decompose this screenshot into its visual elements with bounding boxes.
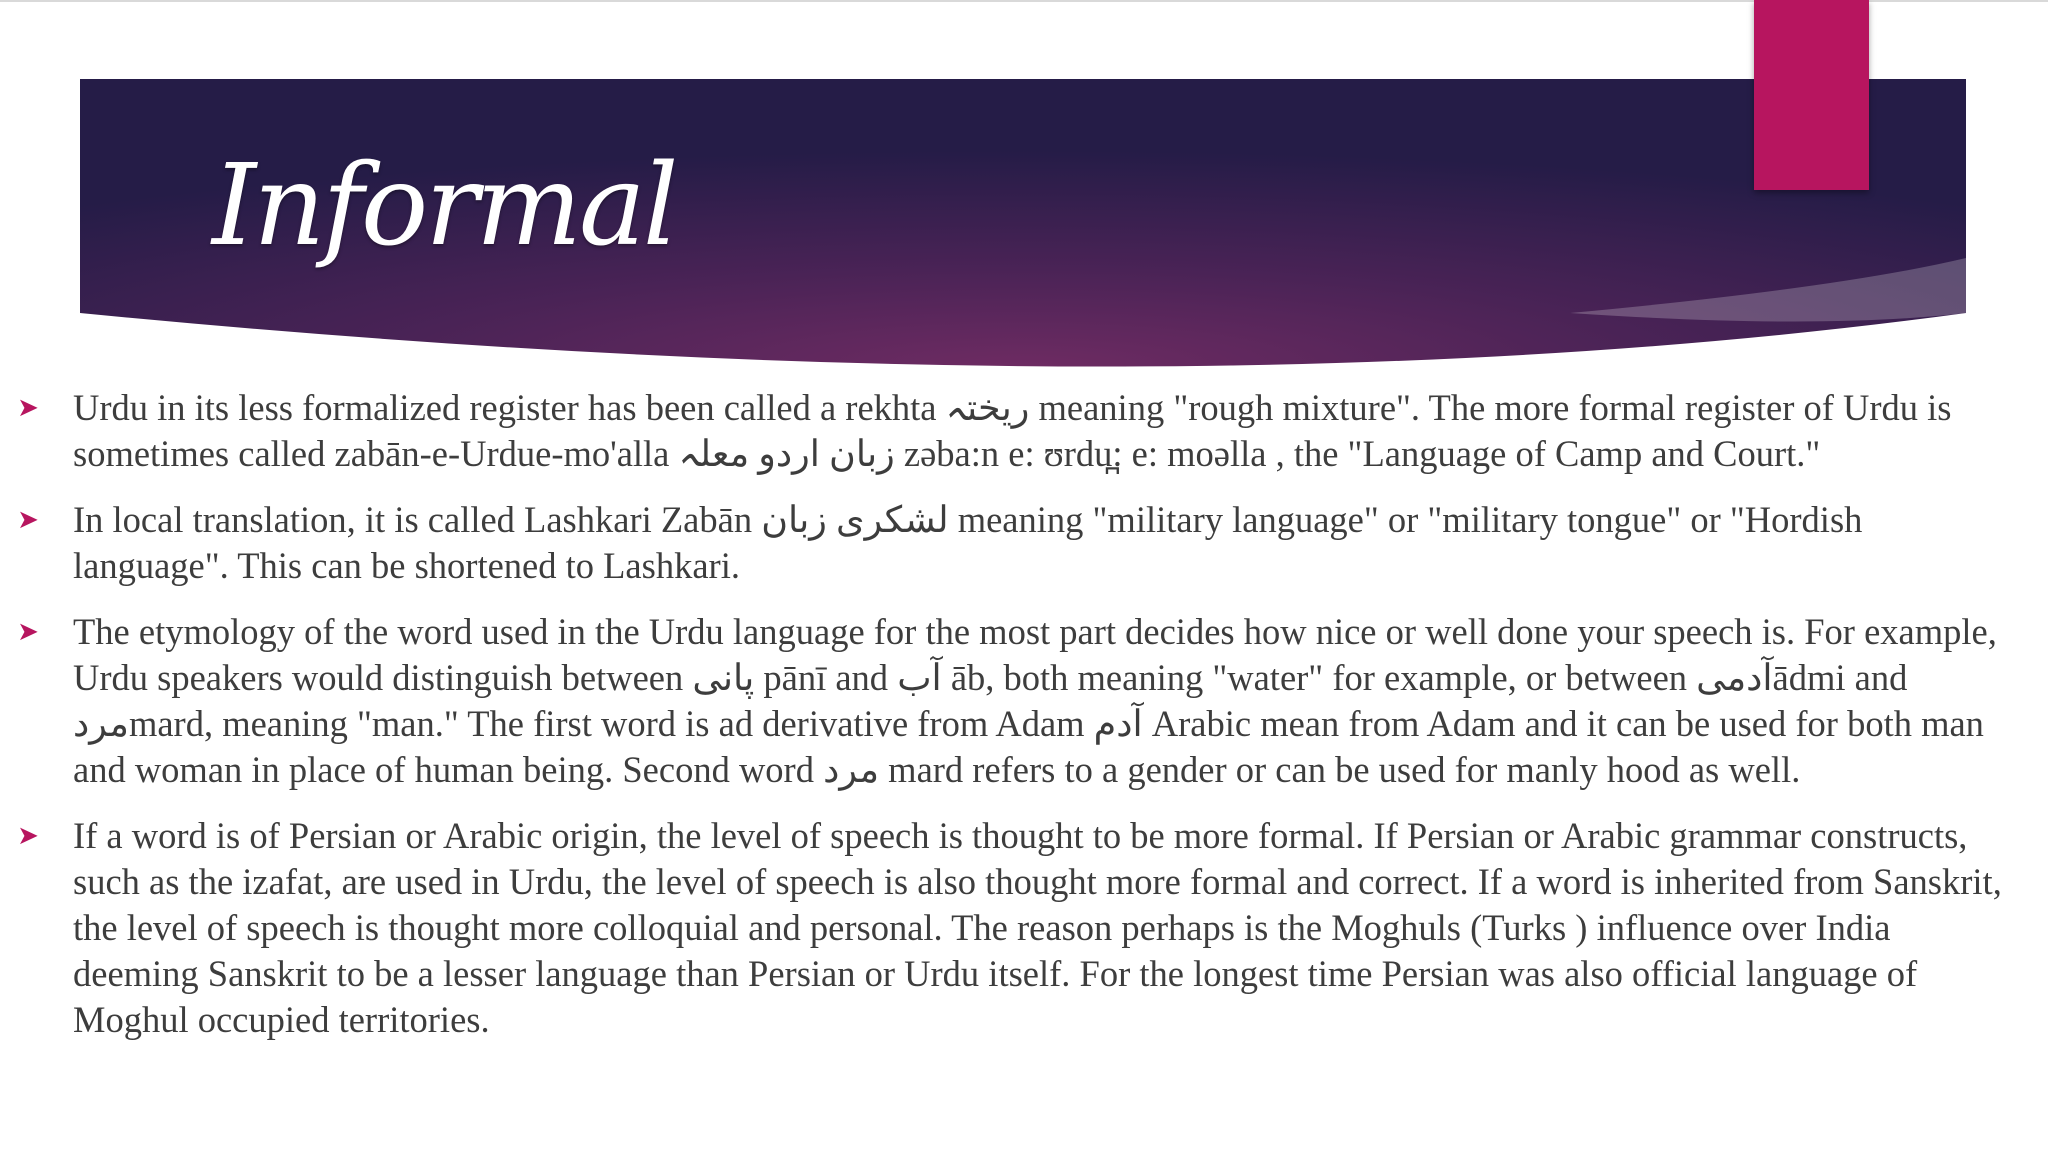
bullet-item bbox=[14, 813, 2004, 1043]
arrowhead-bullet-icon: ➤ bbox=[17, 505, 39, 535]
bullet-item bbox=[14, 385, 2004, 477]
arrowhead-bullet-icon: ➤ bbox=[17, 821, 39, 851]
bullet-item bbox=[14, 609, 2004, 793]
bullet-text: In local translation, it is called Lashkari Zabān لشکری زبان meaning "military language" or "military tongue" or "Hordish language". This can be shortened to Lashkari. bbox=[73, 499, 1863, 586]
arrowhead-bullet-icon: ➤ bbox=[17, 393, 39, 423]
bullet-item bbox=[14, 497, 2004, 589]
bullet-text: Urdu in its less formalized register has been called a rekhta ریختہ meaning "rough mixture". The more formal register of Urdu is sometimes called zabān-e-Urdue-mo'alla زبان اردو معلہ zəba:n e: ʊrdu̪: e: moəlla , the "Language of Camp and Court." bbox=[73, 387, 1952, 474]
bullet-text: If a word is of Persian or Arabic origin, the level of speech is thought to be more formal. If Persian or Arabic grammar constructs, such as the izafat, are used in Urdu, the level of speech is also thought more formal and correct. If a word is inherited from Sanskrit, the level of speech is thought more colloquial and personal. The reason perhaps is the Moghuls (Turks ) influence over India deeming Sanskrit to be a lesser language than Persian or Urdu itself. For the longest time Persian was also official language of Moghul occupied territories. bbox=[73, 815, 2002, 1040]
bullet-list bbox=[14, 385, 2004, 1063]
slide-title: Informal bbox=[212, 141, 676, 271]
accent-tab bbox=[1754, 0, 1869, 190]
arrowhead-bullet-icon: ➤ bbox=[17, 617, 39, 647]
bullet-text: The etymology of the word used in the Urdu language for the most part decides how nice or well done your speech is. For example, Urdu speakers would distinguish between پانی pānī and آب āb, both meaning "water" for example, or between آدمیādmi and مردmard, meaning "man." The first word is ad derivative from Adam آدم Arabic mean from Adam and it can be used for both man and woman in place of human being. Second word مرد mard refers to a gender or can be used for manly hood as well. bbox=[73, 611, 1997, 790]
